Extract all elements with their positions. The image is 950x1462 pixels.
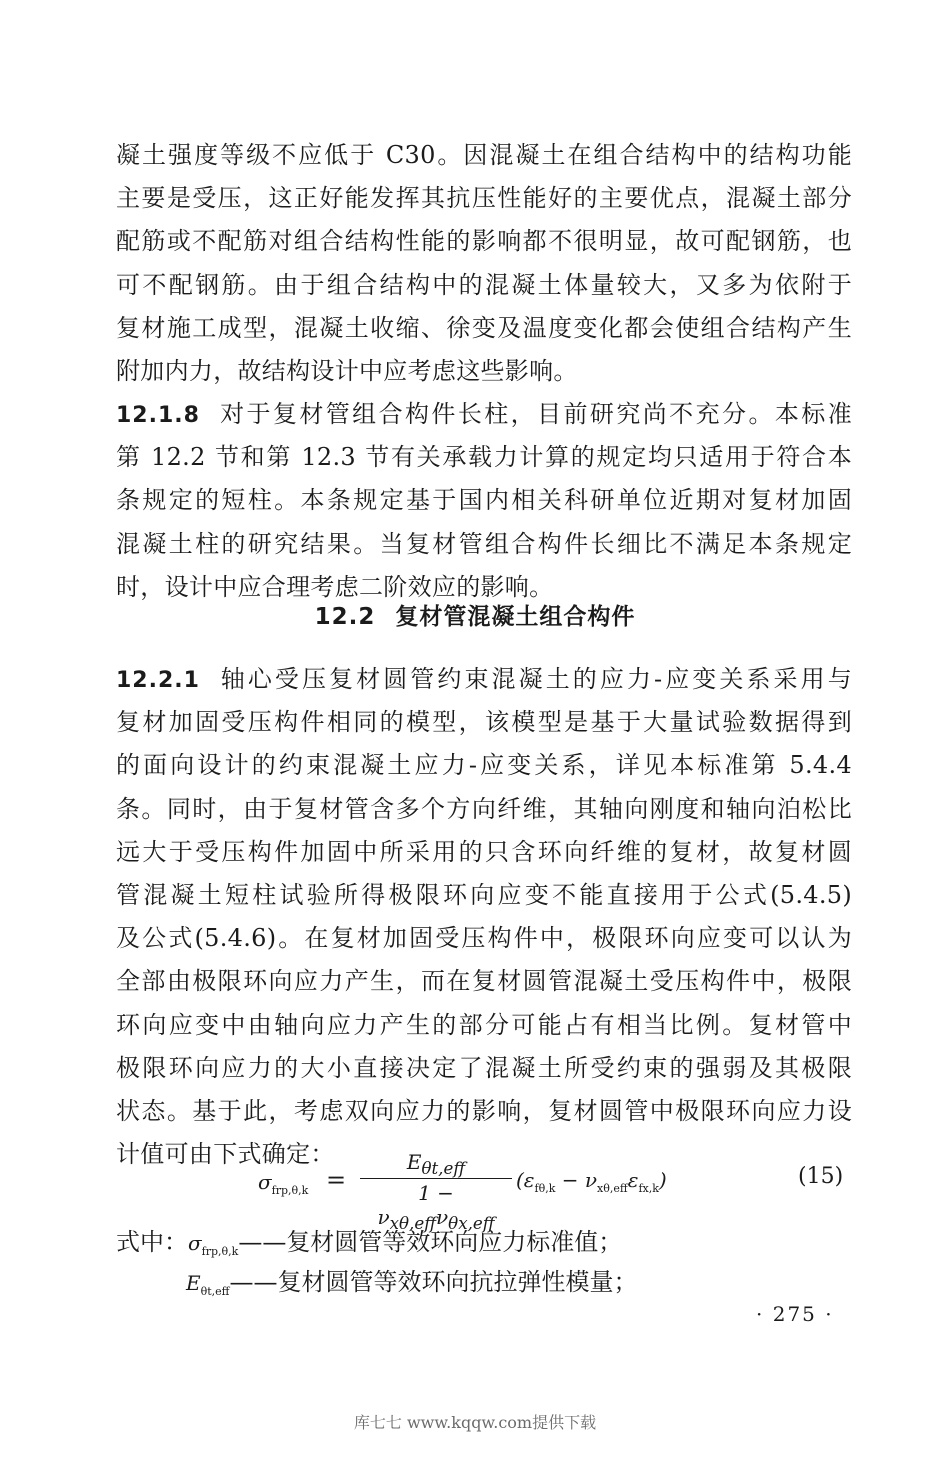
text-line: 计值可由下式确定：	[116, 1140, 335, 1169]
section-heading	[0, 598, 950, 631]
text-line: 凝土强度等级不应低于 C30。因混凝土在组合结构中的结构功能	[116, 141, 852, 169]
section-number: 12.2	[314, 604, 376, 630]
text-line: 混凝土柱的研究结果。当复材管组合构件长细比不满足本条规定	[116, 529, 852, 558]
clause-number: 12.1.8	[116, 403, 200, 428]
definition-intro: 式中：	[116, 1228, 188, 1256]
text-line: 及公式(5.4.6)。在复材加固受压构件中，极限环向应变可以认为	[116, 924, 852, 953]
text-line: 附加内力，故结构设计中应考虑这些影响。	[116, 356, 578, 385]
clause-12-1-8	[116, 393, 852, 609]
fraction-bar	[360, 1178, 512, 1179]
text-line: 全部由极限环向应力产生，而在复材圆管混凝土受压构件中，极限	[116, 967, 852, 996]
text-line: 环向应变中由轴向应力产生的部分可能占有相当比例。复材管中	[116, 1010, 852, 1039]
text-line: 极限环向应力的大小直接决定了混凝土所受约束的强弱及其极限	[116, 1053, 852, 1082]
formula-parenthetical: $(\varepsilon_{f\theta,k} - \nu_{x\theta,eff}\varepsilon_{fx,k})$	[516, 1168, 667, 1195]
clause-text: 轴心受压复材圆管约束混凝土的应力-应变关系采用与	[217, 665, 852, 693]
text-line: 远大于受压构件加固中所采用的只含环向纤维的复材，故复材圆	[116, 837, 852, 866]
text-line: 时，设计中应合理考虑二阶效应的影响。	[116, 572, 554, 601]
definition-modulus	[186, 1262, 637, 1298]
definition-text: ——复材圆管等效环向应力标准值；	[238, 1228, 623, 1256]
definition-symbol: $\sigma_{frp,\theta,k}$	[188, 1231, 239, 1258]
formula-fraction	[360, 1150, 512, 1233]
text-line: 复材施工成型，混凝土收缩、徐变及温度变化都会使组合结构产生	[116, 313, 852, 342]
text-line: 条。同时，由于复材管含多个方向纤维，其轴向刚度和轴向泊松比	[116, 794, 852, 823]
definition-text: ——复材圆管等效环向抗拉弹性模量；	[229, 1268, 638, 1296]
text-line: 主要是受压，这正好能发挥其抗压性能好的主要优点，混凝土部分	[116, 184, 852, 213]
formula-equals: =	[326, 1166, 347, 1194]
text-line: 管混凝土短柱试验所得极限环向应变不能直接用于公式(5.4.5)	[116, 880, 852, 909]
clause-first-line	[116, 658, 852, 701]
page-number: · 275 ·	[756, 1302, 834, 1326]
footer-watermark: 库七七 www.kqqw.com提供下载	[353, 1413, 597, 1432]
formula-number: (15)	[798, 1164, 844, 1189]
clause-number: 12.2.1	[116, 668, 200, 693]
text-line: 第 12.2 节和第 12.3 节有关承载力计算的规定均只适用于符合本	[116, 443, 852, 472]
clause-first-line	[116, 393, 852, 436]
formula-denominator: $1 - \nu_{x\theta,eff}\nu_{\theta x,eff}$	[377, 1181, 495, 1233]
formula-numerator: $E_{\theta t,eff}$	[406, 1150, 466, 1178]
definition-symbol: $E_{\theta t,eff}$	[186, 1271, 230, 1298]
text-line: 的面向设计的约束混凝土应力-应变关系，详见本标准第 5.4.4	[116, 751, 852, 780]
text-line: 条规定的短柱。本条规定基于国内相关科研单位近期对复材加固	[116, 486, 852, 515]
text-line: 可不配钢筋。由于组合结构中的混凝土体量较大，又多为依附于	[116, 270, 852, 299]
section-title: 复材管混凝土组合构件	[395, 604, 636, 630]
clause-12-2-1	[116, 658, 852, 1176]
text-line: 复材加固受压构件相同的模型，该模型是基于大量试验数据得到	[116, 708, 852, 737]
clause-text: 对于复材管组合构件长柱，目前研究尚不充分。本标准	[217, 400, 852, 428]
formula-15	[0, 1146, 950, 1233]
text-line: 状态。基于此，考虑双向应力的影响，复材圆管中极限环向应力设	[116, 1096, 852, 1125]
definition-sigma	[116, 1222, 622, 1258]
formula-lhs: $\sigma_{frp,\theta,k}$	[258, 1170, 309, 1197]
text-line: 配筋或不配筋对组合结构性能的影响都不很明显，故可配钢筋，也	[116, 227, 852, 256]
paragraph-concrete-strength	[116, 134, 852, 393]
